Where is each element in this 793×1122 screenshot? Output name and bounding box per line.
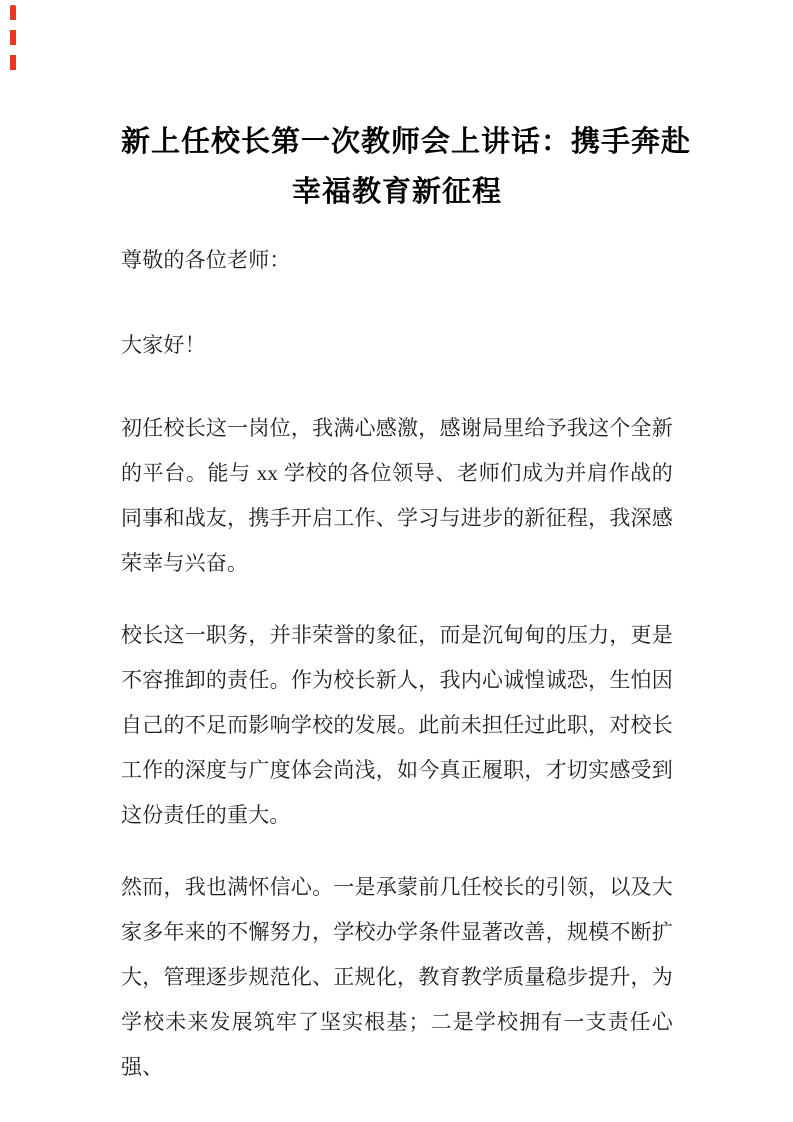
paragraph-2: 校长这一职务，并非荣誉的象征，而是沉甸甸的压力，更是不容推卸的责任。作为校长新人，我内心诚惶诚恐，生怕因自己的不足而影响学校的发展。此前未担任过此职，对校长工作的深度与广度体会尚浅，如今真正履职，才切实感受到这份责任的重大。 [121,623,673,827]
title-line-2: 幸福教育新征程 [291,176,502,208]
paragraph-3: 然而，我也满怀信心。一是承蒙前几任校长的引领，以及大家多年来的不懈努力，学校办学条件显著改善，规模不断扩大，管理逐步规范化、正规化，教育教学质量稳步提升，为学校未来发展筑牢了坚实根基；二是学校拥有一支责任心强、 [121,875,673,1079]
document-title [121,117,692,217]
corner-red-annotation-mark-icon [10,5,16,77]
title-line-1: 新上任校长第一次教师会上讲话：携手奔赴 [121,126,692,158]
salutation: 尊敬的各位老师： [121,248,291,272]
paragraph-1: 初任校长这一岗位，我满心感激，感谢局里给予我这个全新的平台。能与 xx 学校的各位领导、老师们成为并肩作战的同事和战友，携手开启工作、学习与进步的新征程，我深感荣幸与兴奋。 [121,416,673,575]
greeting: 大家好！ [121,333,206,357]
